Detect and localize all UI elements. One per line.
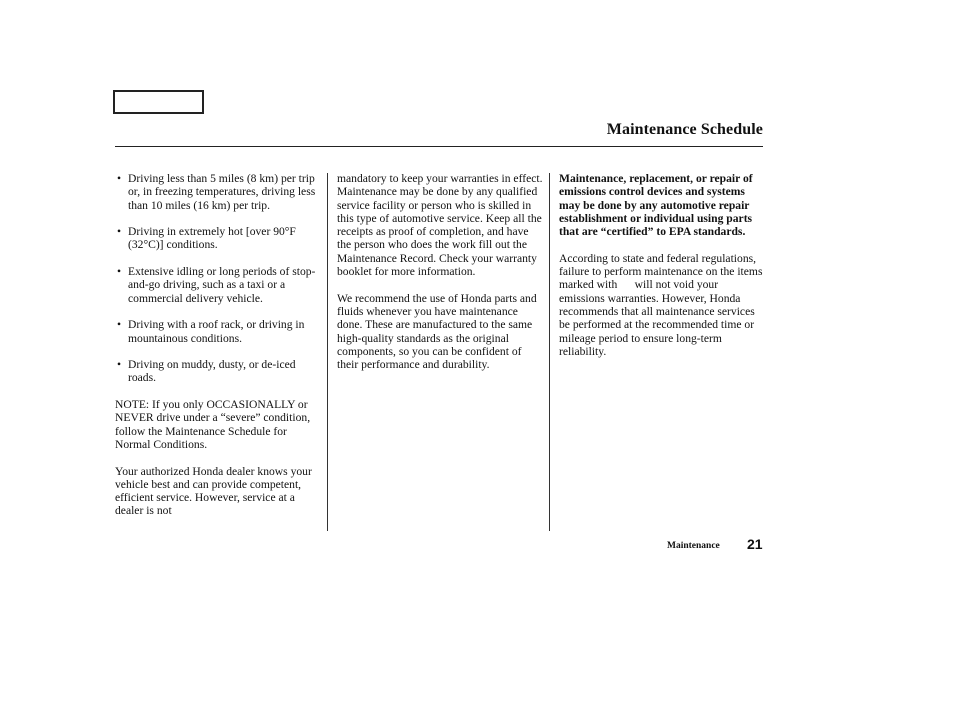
column-1 bbox=[115, 172, 323, 531]
honda-parts-paragraph: We recommend the use of Honda parts and fluids whenever you have maintenance done. These are manufactured to the same high-quality standards as the original components, so you can be confident of their performance and durability. bbox=[337, 291, 537, 372]
bullet-icon: • bbox=[117, 318, 122, 332]
list-item bbox=[115, 265, 323, 305]
list-item-text: Extensive idling or long periods of stop-and-go driving, such as a taxi or a commercial delivery vehicle. bbox=[128, 265, 316, 305]
list-item bbox=[115, 225, 323, 252]
note-paragraph: NOTE: If you only OCCASIONALLY or NEVER drive under a “severe” condition, follow the Maintenance Schedule for Normal Conditions. bbox=[115, 398, 311, 451]
footer-section-label: Maintenance bbox=[667, 541, 720, 551]
title-divider bbox=[115, 146, 763, 147]
page-number: 21 bbox=[747, 536, 763, 552]
dealer-paragraph: Your authorized Honda dealer knows your vehicle best and can provide competent, efficient service. However, service at a dealer is not bbox=[115, 464, 312, 518]
regulations-paragraph: According to state and federal regulations, failure to perform maintenance on the items marked with will not void your emissions warranties. However, Honda recommends that all maintenance services be performed at the recommended time or mileage period to ensure long-term reliability. bbox=[559, 251, 766, 358]
column-divider bbox=[327, 173, 328, 531]
page-title: Maintenance Schedule bbox=[606, 121, 763, 138]
warranty-paragraph: mandatory to keep your warranties in effect. Maintenance may be done by any qualified service facility or person who is skilled in this type of automotive service. Keep all the receipts as proof of completion, and have the person who does the work fill out the Maintenance Record. Check your warranty booklet for more information. bbox=[337, 172, 543, 279]
column-divider bbox=[549, 173, 550, 531]
bullet-icon: • bbox=[117, 358, 122, 372]
column-2 bbox=[337, 172, 545, 385]
bullet-icon: • bbox=[117, 172, 122, 185]
list-item-text: Driving in extremely hot [over 90°F (32°C)] conditions. bbox=[128, 225, 296, 252]
list-item-text: Driving less than 5 miles (8 km) per trip or, in freezing temperatures, driving less than 10 miles (16 km) per trip. bbox=[128, 172, 316, 212]
list-item-text: Driving on muddy, dusty, or de-iced roads. bbox=[128, 358, 296, 385]
bullet-icon: • bbox=[117, 225, 122, 239]
list-item-text: Driving with a roof rack, or driving in mountainous conditions. bbox=[128, 318, 305, 345]
section-tab-box bbox=[113, 90, 204, 114]
column-3 bbox=[559, 172, 765, 371]
severe-conditions-list bbox=[115, 172, 323, 385]
bullet-icon: • bbox=[117, 265, 122, 279]
list-item bbox=[115, 358, 323, 385]
list-item bbox=[115, 318, 323, 345]
list-item bbox=[115, 172, 323, 212]
emissions-notice: Maintenance, replacement, or repair of emissions control devices and systems may be done by any automotive repair establishment or individual using parts that are “certified” to EPA standards. bbox=[559, 172, 753, 239]
